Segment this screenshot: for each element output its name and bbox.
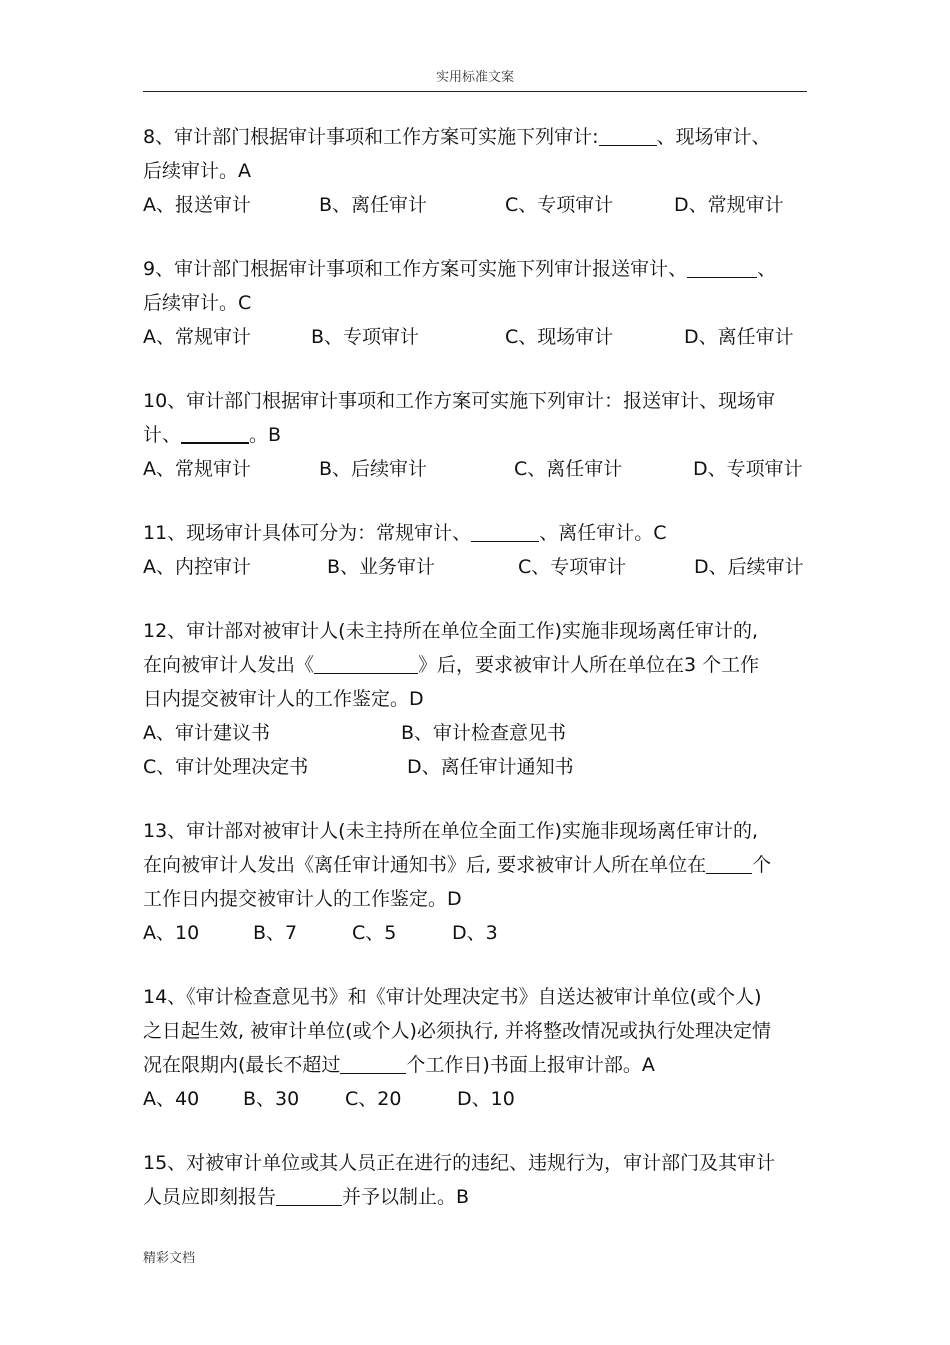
question-text: 在向被审计人发出《离任审计通知书》后, 要求被审计人所在单位在 个 [143,848,835,882]
question-10 [143,384,835,452]
option-d: D、后续审计 [694,556,804,578]
option-d: D、离任审计通知书 [407,756,574,778]
answer-blank [181,420,249,444]
question-13-options [143,916,835,950]
question-text: 10、审计部门根据审计事项和工作方案可实施下列审计：报送审计、现场审 [143,390,776,412]
question-13 [143,814,835,916]
option-d: D、专项审计 [693,458,803,480]
option-d: D、3 [452,922,498,944]
option-a: A、40 [143,1088,200,1110]
question-text: 15、对被审计单位或其人员正在进行的违纪、违规行为，审计部门及其审计 [143,1152,776,1174]
question-text: 人员应即刻报告 并予以制止。B [143,1180,835,1214]
header-rule [143,91,807,92]
option-c: C、5 [352,922,397,944]
option-c: C、离任审计 [514,458,623,480]
question-text: 后续审计。C [143,292,252,314]
option-c: C、专项审计 [505,194,614,216]
answer-blank [314,651,418,674]
question-text: 13、审计部对被审计人(未主持所在单位全面工作)实施非现场离任审计的, [143,820,759,842]
question-14 [143,980,835,1082]
question-11 [143,516,835,550]
question-list [143,120,835,1214]
option-b: B、业务审计 [327,556,436,578]
question-text: 计、 。B [143,418,835,452]
option-a: A、审计建议书 [143,722,270,744]
option-b: B、7 [253,922,298,944]
question-text: 之日起生效, 被审计单位(或个人)必须执行, 并将整改情况或执行处理决定情 [143,1020,771,1042]
question-10-options [143,452,835,486]
question-text: 况在限期内(最长不超过 个工作日)书面上报审计部。A [143,1048,835,1082]
answer-blank [276,1183,342,1206]
answer-blank [340,1051,406,1074]
answer-blank [706,851,752,874]
question-15 [143,1146,835,1214]
question-text: 8、审计部门根据审计事项和工作方案可实施下列审计: 、现场审计、 [143,120,835,154]
option-c: C、20 [345,1088,402,1110]
option-c: C、专项审计 [518,556,627,578]
option-b: B、离任审计 [319,194,428,216]
question-text: 后续审计。A [143,160,251,182]
question-14-options [143,1082,835,1116]
question-text: 14、《审计检查意见书》和《审计处理决定书》自送达被审计单位(或个人) [143,986,762,1008]
option-c: C、审计处理决定书 [143,756,309,778]
question-text: 9、审计部门根据审计事项和工作方案可实施下列审计报送审计、 、 [143,252,835,286]
option-b: B、审计检查意见书 [401,722,567,744]
answer-blank [471,519,539,542]
option-a: A、常规审计 [143,458,251,480]
option-a: A、内控审计 [143,556,251,578]
page-header: 实用标准文案 [435,70,514,85]
option-d: D、常规审计 [674,194,784,216]
question-text: 在向被审计人发出《 》后，要求被审计人所在单位在3 个工作 [143,648,835,682]
question-8 [143,120,835,188]
option-d: D、10 [457,1088,515,1110]
option-a: A、常规审计 [143,326,251,348]
answer-blank [687,255,757,278]
option-b: B、专项审计 [311,326,420,348]
option-b: B、30 [243,1088,300,1110]
option-a: A、报送审计 [143,194,251,216]
question-12-options-row-2 [143,750,835,784]
question-text: 工作日内提交被审计人的工作鉴定。D [143,888,462,910]
option-b: B、后续审计 [319,458,428,480]
question-11-options [143,550,835,584]
question-9-options [143,320,835,354]
question-9 [143,252,835,320]
question-8-options [143,188,835,222]
option-a: A、10 [143,922,200,944]
question-12-options-row-1 [143,716,835,750]
answer-blank [599,123,657,146]
question-text: 11、现场审计具体可分为：常规审计、 、离任审计。C [143,516,835,550]
question-12 [143,614,835,716]
question-text: 12、审计部对被审计人(未主持所在单位全面工作)实施非现场离任审计的, [143,620,759,642]
option-d: D、离任审计 [684,326,794,348]
question-text: 日内提交被审计人的工作鉴定。D [143,688,424,710]
option-c: C、现场审计 [505,326,614,348]
page-footer: 精彩文档 [143,1251,196,1266]
